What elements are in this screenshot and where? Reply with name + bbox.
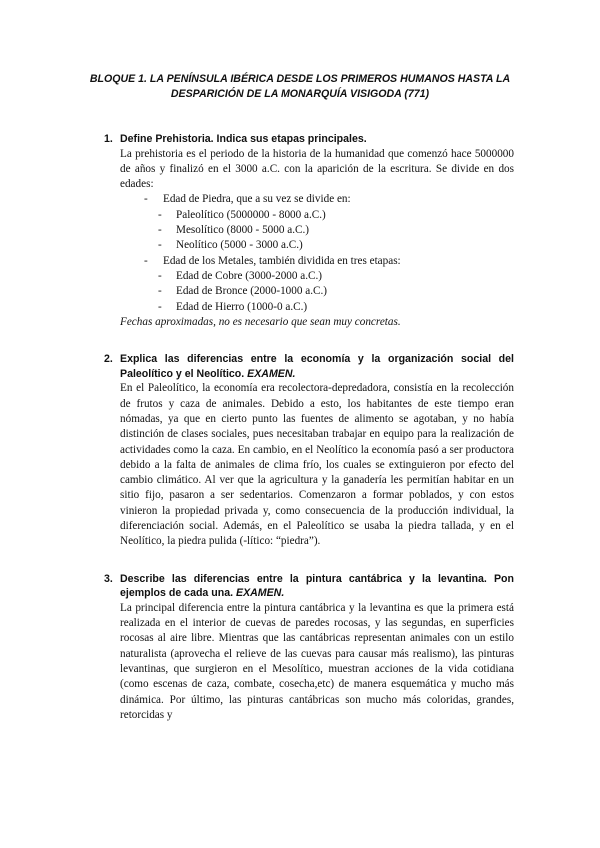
question-text: Explica las diferencias entre la economía y la organización social del Paleolítico y el Neolítico. EXAMEN. — [120, 353, 514, 380]
exam-tag: EXAMEN. — [236, 587, 285, 600]
age-item: - Edad de los Metales, también dividida en tres etapas: — [142, 254, 514, 269]
answer-body — [120, 601, 514, 723]
answer-body — [120, 147, 514, 331]
period-item: - Mesolítico (8000 - 5000 a.C.) — [156, 223, 514, 238]
question-number: 2. — [104, 353, 113, 366]
question-number: 3. — [104, 572, 113, 585]
period-item: - Edad de Cobre (3000-2000 a.C.) — [156, 269, 514, 284]
periods-list — [120, 269, 514, 315]
document-title — [86, 72, 514, 102]
period-item: - Edad de Bronce (2000-1000 a.C.) — [156, 284, 514, 299]
age-item: - Edad de Piedra, que a su vez se divide en: — [142, 192, 514, 207]
answer-paragraph: La principal diferencia entre la pintura cantábrica y la levantina es que la primera está realizada en el interior de cuevas de paredes rocosas, y las segundas, en superficies rocosas al aire libre. Mientras que las cantábricas representan animales con un estilo naturalista (aprovecha el relieve de las cuevas para causar más realismo), las pinturas levantinas, que surgieron en el Mesolítico, muestran acciones de la vida cotidiana (como escenas de caza, combate, cosecha,etc) de manera esquemática y mucho más dinámica. Por último, las pinturas cantábricas son mucho más coloridas, grandes, retorcidas y — [120, 601, 514, 721]
question-text: Define Prehistoria. Indica sus etapas principales. — [120, 133, 367, 145]
question-heading — [104, 132, 514, 147]
question-heading — [104, 572, 514, 601]
question-3 — [104, 572, 514, 724]
period-item: - Paleolítico (5000000 - 8000 a.C.) — [156, 208, 514, 223]
period-item: - Edad de Hierro (1000-0 a.C.) — [156, 300, 514, 315]
question-text: Describe las diferencias entre la pintura cantábrica y la levantina. Pon ejemplos de cada una. EXAMEN. — [120, 572, 514, 600]
exam-tag: EXAMEN. — [247, 367, 296, 380]
question-number: 1. — [104, 133, 113, 145]
question-2 — [104, 352, 514, 549]
ages-list — [120, 254, 514, 269]
period-item: - Neolítico (5000 - 3000 a.C.) — [156, 238, 514, 253]
question-1 — [104, 132, 514, 330]
title-line-1: BLOQUE 1. LA PENÍNSULA IBÉRICA DESDE LOS PRIMEROS HUMANOS HASTA LA — [89, 73, 511, 85]
answer-intro: La prehistoria es el periodo de la historia de la humanidad que comenzó hace 5000000 de años y finalizó en el 3000 a.C. con la aparición de la escritura. Se divide en dos edades: — [120, 147, 514, 191]
question-heading — [104, 352, 514, 381]
ages-list — [120, 192, 514, 207]
answer-paragraph: En el Paleolítico, la economía era recolectora-depredadora, consistía en la recolección de frutos y caza de animales. Debido a esto, los habitantes de este tiempo eran nómadas, ya que en cierto punto las fuentes de alimento se agotaban, y no había distinción de clases sociales, pues necesitaban trabajar en equipo para la realización de actividades como la caza. En cambio, en el Neolítico la economía pasó a ser productora debido a la falta de animales de clima frío, los cuales se extinguieron por efecto del cambio climático. Al ver que la agricultura y la ganadería les permitían habitar en un sitio fijo, pasaron a ser sedentarios. Comenzaron a formar poblados, y con estos vinieron la propiedad privada y, como consecuencia de la producción individual, la diferenciación social. Además, en el Paleolítico se usaba la piedra tallada, y en el Neolítico, la piedra pulida (-lítico: “piedra”). — [120, 382, 514, 548]
title-line-2: DESPARICIÓN DE LA MONARQUÍA VISIGODA (771) — [170, 88, 430, 100]
periods-list — [120, 208, 514, 254]
answer-body — [120, 381, 514, 549]
dates-note: Fechas aproximadas, no es necesario que sean muy concretas. — [120, 315, 401, 328]
